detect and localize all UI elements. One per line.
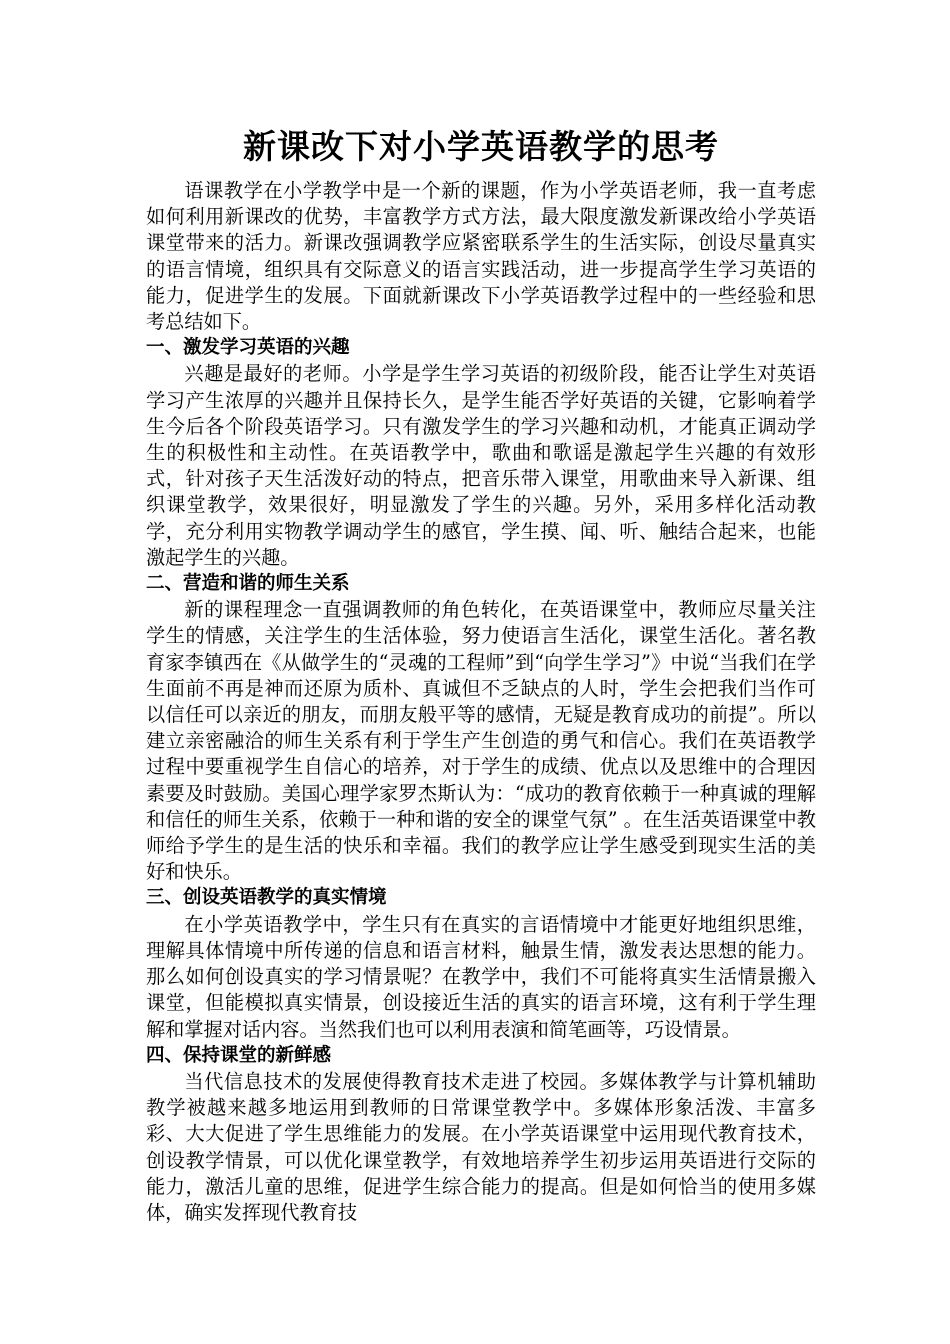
section-heading-4: 四、保持课堂的新鲜感 [146, 1044, 332, 1066]
section-body-4: 当代信息技术的发展使得教育技术走进了校园。多媒体教学与计算机辅助教学被越来越多地运用到教师的日常课堂教学中。多媒体形象活泼、丰富多彩、大大促进了学生思维能力的发展。在小学英语课堂中运用现代教育技术，创设教学情景，可以优化课堂教学，有效地培养学生初步运用英语进行交际的能力，激活儿童的思维，促进学生综合能力的提高。但是如何恰当的使用多媒体，确实发挥现代教育技 [146, 1069, 816, 1224]
section-heading-3: 三、创设英语教学的真实情境 [146, 887, 387, 909]
section-body-2: 新的课程理念一直强调教师的角色转化，在英语课堂中，教师应尽量关注学生的情感，关注学生的生活体验，努力使语言生活化，课堂生活化。著名教育家李镇西在《从做学生的“灵魂的工程师”到“向学生学习”》中说“当我们在学生面前不再是神而还原为质朴、真诚但不乏缺点的人时，学生会把我们当作可以信任可以亲近的朋友，而朋友般平等的感情，无疑是教育成功的前提”。所以建立亲密融洽的师生关系有利于学生产生创造的勇气和信心。我们在英语教学过程中要重视学生自信心的培养，对于学生的成绩、优点以及思维中的合理因素要及时鼓励。美国心理学家罗杰斯认为：“成功的教育依赖于一种真诚的理解和信任的师生关系，依赖于一种和谐的安全的课堂气氛” 。在生活英语课堂中教师给予学生的是生活的快乐和幸福。我们的教学应让学生感受到现实生活的美好和快乐。 [146, 598, 816, 884]
section-body-1: 兴趣是最好的老师。小学是学生学习英语的初级阶段，能否让学生对英语学习产生浓厚的兴趣并且保持长久，是学生能否学好英语的关键，它影响着学生今后各个阶段英语学习。只有激发学生的学习兴趣和动机，才能真正调动学生的积极性和主动性。在英语教学中，歌曲和歌谣是激起学生兴趣的有效形式，针对孩子天生活泼好动的特点，把音乐带入课堂，用歌曲来导入新课、组织课堂教学，效果很好，明显激发了学生的兴趣。另外，采用多样化活动教学，充分利用实物教学调动学生的感官，学生摸、闻、听、触结合起来，也能激起学生的兴趣。 [146, 362, 816, 569]
intro-paragraph: 语课教学在小学教学中是一个新的课题，作为小学英语老师，我一直考虑如何利用新课改的优势，丰富教学方式方法，最大限度激发新课改给小学英语课堂带来的活力。新课改强调教学应紧密联系学生的生活实际，创设尽量真实的语言情境，组织具有交际意义的语言实践活动，进一步提高学生学习英语的能力，促进学生的发展。下面就新课改下小学英语教学过程中的一些经验和思考总结如下。 [146, 179, 816, 334]
section-heading-1: 一、激发学习英语的兴趣 [146, 337, 350, 359]
document-page [146, 122, 816, 1226]
document-title: 新课改下对小学英语教学的思考 [243, 127, 719, 166]
section-heading-2: 二、营造和谐的师生关系 [146, 573, 350, 595]
section-body-3: 在小学英语教学中，学生只有在真实的言语情境中才能更好地组织思维，理解具体情境中所传递的信息和语言材料，触景生情，激发表达思想的能力。那么如何创设真实的学习情景呢？在教学中，我们不可能将真实生活情景搬入课堂，但能模拟真实情景，创设接近生活的真实的语言环境，这有利于学生理解和掌握对话内容。当然我们也可以利用表演和简笔画等，巧设情景。 [146, 912, 816, 1041]
